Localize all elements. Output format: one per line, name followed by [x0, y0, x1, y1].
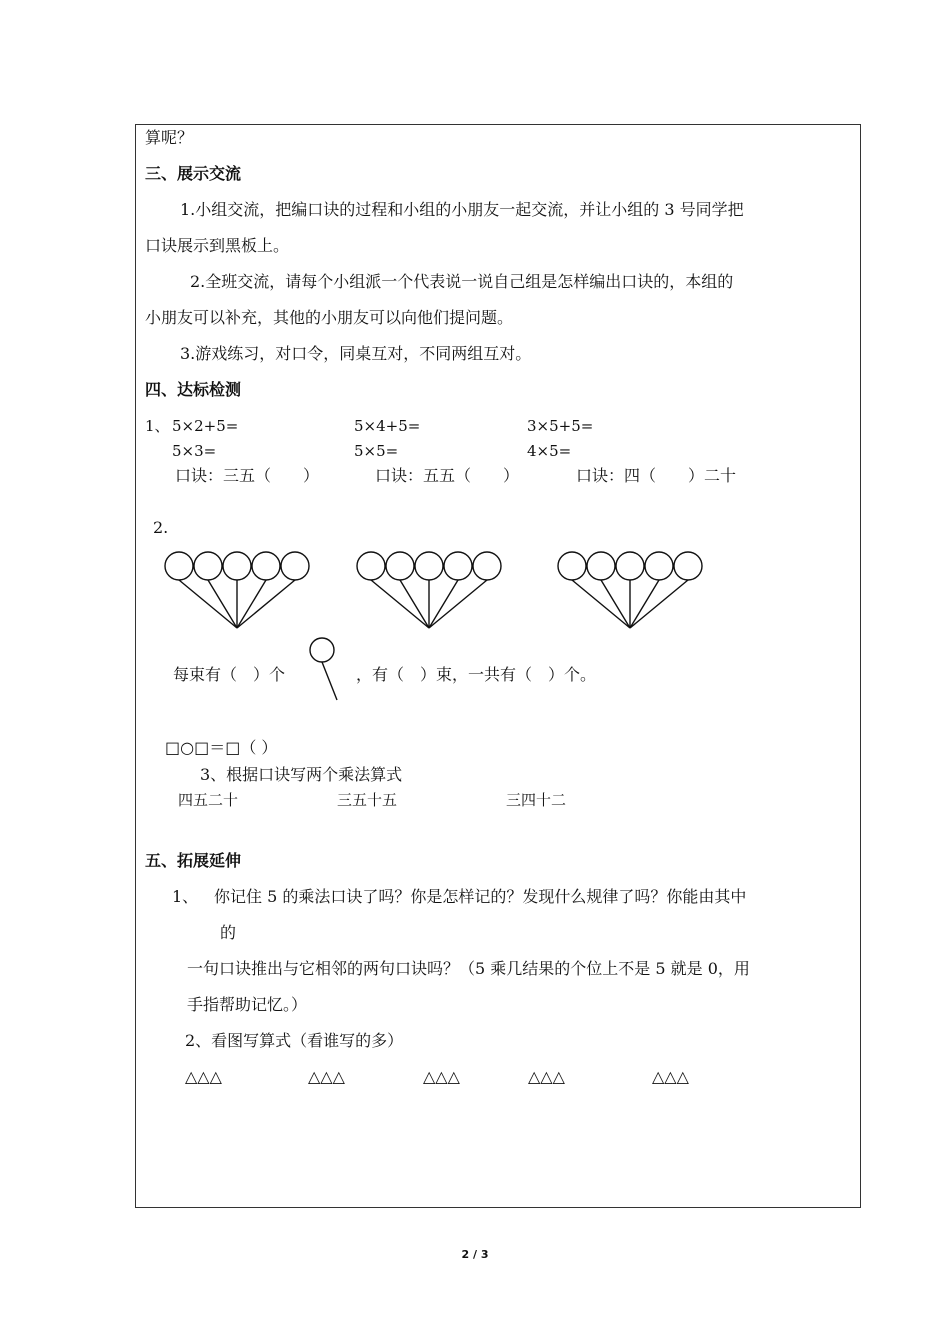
fill-in-text: ，有（ ）束，一共有（ ）个。 — [356, 665, 597, 684]
equation: 5×3= — [172, 442, 217, 460]
text-line: 一句口诀推出与它相邻的两句口诀吗？（5 乘几结果的个位上不是 5 就是 0，用 — [187, 959, 750, 978]
balloon-bunch-icon — [357, 552, 501, 628]
balloon-icon — [281, 552, 309, 580]
mnemonic-blank: 口诀：四（ ）二十 — [576, 466, 737, 485]
balloon-string — [630, 580, 659, 628]
balloon-icon — [386, 552, 414, 580]
balloon-bunch-icon — [165, 552, 309, 628]
triangle-group: △△△ — [185, 1067, 222, 1086]
fill-in-text: 每束有（ ）个 — [173, 665, 286, 684]
balloon-icon — [674, 552, 702, 580]
text-line: 3.游戏练习，对口令，同桌互对，不同两组互对。 — [180, 344, 532, 363]
section-heading-4: 四、达标检测 — [145, 380, 242, 399]
text-line: 2.全班交流，请每个小组派一个代表说一说自己组是怎样编出口诀的，本组的 — [190, 272, 734, 291]
text-line: 算呢？ — [145, 128, 194, 147]
balloon-icon — [444, 552, 472, 580]
text-line: 口诀展示到黑板上。 — [145, 236, 290, 255]
triangle-group: △△△ — [652, 1067, 689, 1086]
mnemonic-blank: 口诀：三五（ ） — [175, 466, 320, 485]
balloon-icon — [616, 552, 644, 580]
mnemonic-blank: 口诀：五五（ ） — [375, 466, 520, 485]
equation: 5×2+5= — [172, 417, 239, 435]
balloon-icon — [587, 552, 615, 580]
balloon-string — [630, 580, 688, 628]
balloon-string — [208, 580, 237, 628]
balloon-icon — [223, 552, 251, 580]
balloon-string — [237, 580, 295, 628]
balloon-string — [237, 580, 266, 628]
equation: 5×5= — [354, 442, 399, 460]
balloon-string — [601, 580, 630, 628]
question-3: 3、根据口诀写两个乘法算式 — [200, 765, 403, 784]
balloon-icon — [558, 552, 586, 580]
balloon-icon — [357, 552, 385, 580]
text-line: 1.小组交流，把编口诀的过程和小组的小朋友一起交流，并让小组的 3 号同学把 — [180, 200, 744, 219]
text-line: 的 — [220, 923, 237, 942]
equation-template: □○□＝□（ ） — [165, 738, 278, 757]
balloon-string — [572, 580, 630, 628]
single-balloon-icon — [310, 638, 337, 700]
text-line: 小朋友可以补充，其他的小朋友可以向他们提问题。 — [145, 308, 514, 327]
balloon-icon — [252, 552, 280, 580]
question-number: 2. — [153, 518, 169, 537]
balloon-string — [429, 580, 458, 628]
balloon-string — [179, 580, 237, 628]
balloon-string — [400, 580, 429, 628]
section-heading-5: 五、拓展延伸 — [145, 851, 242, 870]
triangle-group: △△△ — [528, 1067, 565, 1086]
text-line: 2、看图写算式（看谁写的多） — [185, 1031, 404, 1050]
mnemonic: 四五二十 — [178, 791, 239, 809]
balloon-icon — [645, 552, 673, 580]
text-line: 手指帮助记忆。） — [187, 995, 308, 1014]
balloon-icon — [194, 552, 222, 580]
section-heading-3: 三、展示交流 — [145, 164, 242, 183]
equation: 3×5+5= — [527, 417, 594, 435]
triangle-group: △△△ — [308, 1067, 345, 1086]
page-number: 2 / 3 — [461, 1248, 489, 1261]
balloon-icon — [473, 552, 501, 580]
balloon-string — [371, 580, 429, 628]
question-number: 1、 — [172, 887, 199, 906]
balloon-string — [429, 580, 487, 628]
equation: 4×5= — [527, 442, 572, 460]
question-number: 1、 — [145, 417, 170, 435]
equation: 5×4+5= — [354, 417, 421, 435]
balloon-icon — [415, 552, 443, 580]
mnemonic: 三五十五 — [337, 791, 398, 809]
balloon-icon — [165, 552, 193, 580]
balloon-bunch-icon — [558, 552, 702, 628]
text-line: 你记住 5 的乘法口诀了吗？你是怎样记的？发现什么规律了吗？你能由其中 — [214, 887, 747, 906]
triangle-group: △△△ — [423, 1067, 460, 1086]
mnemonic: 三四十二 — [506, 791, 567, 809]
